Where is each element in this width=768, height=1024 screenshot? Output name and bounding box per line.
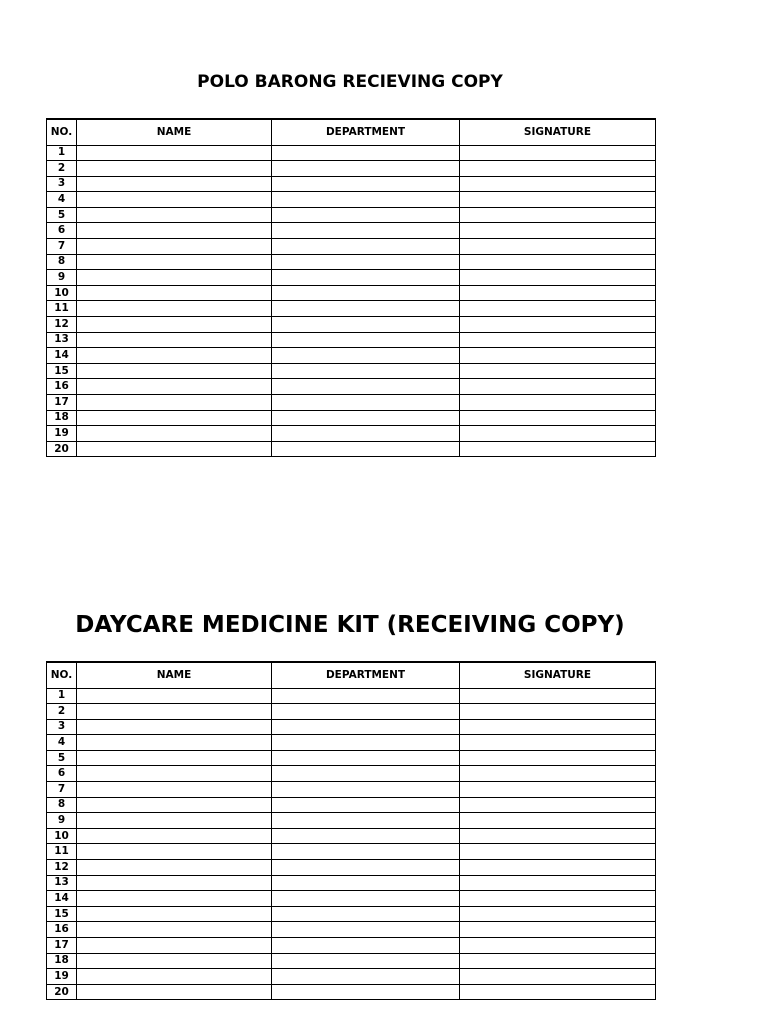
department-cell[interactable] [272, 410, 460, 426]
department-cell[interactable] [272, 161, 460, 177]
name-cell[interactable] [77, 239, 272, 255]
name-cell[interactable] [77, 797, 272, 813]
signature-cell[interactable] [460, 906, 656, 922]
header-department: DEPARTMENT [272, 119, 460, 145]
signature-cell[interactable] [460, 145, 656, 161]
name-cell[interactable] [77, 176, 272, 192]
department-cell[interactable] [272, 363, 460, 379]
signature-cell[interactable] [460, 301, 656, 317]
row-number: 8 [47, 797, 77, 813]
name-cell[interactable] [77, 301, 272, 317]
table-row [47, 984, 656, 1000]
department-cell[interactable] [272, 379, 460, 395]
name-cell[interactable] [77, 332, 272, 348]
row-number: 8 [47, 254, 77, 270]
name-cell[interactable] [77, 192, 272, 208]
row-number: 18 [47, 410, 77, 426]
table-row [47, 813, 656, 829]
signature-cell[interactable] [460, 223, 656, 239]
row-number: 12 [47, 317, 77, 333]
signature-cell[interactable] [460, 176, 656, 192]
signature-cell[interactable] [460, 704, 656, 720]
table-row [47, 719, 656, 735]
table-row [47, 969, 656, 985]
signature-cell[interactable] [460, 782, 656, 798]
row-number: 13 [47, 332, 77, 348]
signature-cell[interactable] [460, 953, 656, 969]
signature-cell[interactable] [460, 254, 656, 270]
receiving-table-polo-barong [46, 118, 656, 457]
signature-cell[interactable] [460, 828, 656, 844]
table-row [47, 285, 656, 301]
table-row [47, 332, 656, 348]
row-number: 10 [47, 828, 77, 844]
table-row [47, 688, 656, 704]
row-number: 10 [47, 285, 77, 301]
name-cell[interactable] [77, 984, 272, 1000]
signature-cell[interactable] [460, 192, 656, 208]
table-row [47, 301, 656, 317]
department-cell[interactable] [272, 441, 460, 457]
department-cell[interactable] [272, 953, 460, 969]
name-cell[interactable] [77, 145, 272, 161]
row-number: 19 [47, 969, 77, 985]
row-number: 2 [47, 704, 77, 720]
signature-cell[interactable] [460, 860, 656, 876]
signature-cell[interactable] [460, 207, 656, 223]
department-cell[interactable] [272, 750, 460, 766]
name-cell[interactable] [77, 441, 272, 457]
table-row [47, 922, 656, 938]
signature-cell[interactable] [460, 317, 656, 333]
department-cell[interactable] [272, 223, 460, 239]
name-cell[interactable] [77, 395, 272, 411]
signature-cell[interactable] [460, 441, 656, 457]
table-row [47, 270, 656, 286]
signature-cell[interactable] [460, 735, 656, 751]
row-number: 11 [47, 844, 77, 860]
department-cell[interactable] [272, 254, 460, 270]
department-cell[interactable] [272, 984, 460, 1000]
row-number: 9 [47, 813, 77, 829]
table-row [47, 766, 656, 782]
signature-cell[interactable] [460, 750, 656, 766]
department-cell[interactable] [272, 860, 460, 876]
name-cell[interactable] [77, 938, 272, 954]
row-number: 4 [47, 192, 77, 208]
name-cell[interactable] [77, 363, 272, 379]
table-row [47, 704, 656, 720]
row-number: 16 [47, 922, 77, 938]
row-number: 1 [47, 145, 77, 161]
table-header-row [47, 119, 656, 145]
department-cell[interactable] [272, 348, 460, 364]
department-cell[interactable] [272, 426, 460, 442]
department-cell[interactable] [272, 969, 460, 985]
row-number: 20 [47, 984, 77, 1000]
table-row [47, 875, 656, 891]
signature-cell[interactable] [460, 332, 656, 348]
row-number: 14 [47, 891, 77, 907]
row-number: 3 [47, 176, 77, 192]
table-row [47, 161, 656, 177]
table-row [47, 145, 656, 161]
table-row [47, 906, 656, 922]
name-cell[interactable] [77, 969, 272, 985]
signature-cell[interactable] [460, 984, 656, 1000]
row-number: 3 [47, 719, 77, 735]
name-cell[interactable] [77, 813, 272, 829]
table-row [47, 828, 656, 844]
name-cell[interactable] [77, 735, 272, 751]
signature-cell[interactable] [460, 426, 656, 442]
row-number: 4 [47, 735, 77, 751]
table-row [47, 348, 656, 364]
table-row [47, 441, 656, 457]
header-no: NO. [47, 662, 77, 688]
table-row [47, 223, 656, 239]
table-row [47, 395, 656, 411]
section-title-polo-barong: POLO BARONG RECIEVING COPY [197, 72, 503, 92]
header-no: NO. [47, 119, 77, 145]
row-number: 5 [47, 750, 77, 766]
table-row [47, 317, 656, 333]
row-number: 5 [47, 207, 77, 223]
name-cell[interactable] [77, 750, 272, 766]
name-cell[interactable] [77, 223, 272, 239]
row-number: 6 [47, 223, 77, 239]
signature-cell[interactable] [460, 766, 656, 782]
name-cell[interactable] [77, 348, 272, 364]
name-cell[interactable] [77, 270, 272, 286]
row-number: 13 [47, 875, 77, 891]
signature-cell[interactable] [460, 348, 656, 364]
name-cell[interactable] [77, 704, 272, 720]
signature-cell[interactable] [460, 363, 656, 379]
table-row [47, 426, 656, 442]
department-cell[interactable] [272, 719, 460, 735]
signature-cell[interactable] [460, 239, 656, 255]
signature-cell[interactable] [460, 891, 656, 907]
name-cell[interactable] [77, 766, 272, 782]
header-signature: SIGNATURE [460, 662, 656, 688]
department-cell[interactable] [272, 938, 460, 954]
department-cell[interactable] [272, 145, 460, 161]
department-cell[interactable] [272, 782, 460, 798]
department-cell[interactable] [272, 239, 460, 255]
table-row [47, 379, 656, 395]
department-cell[interactable] [272, 891, 460, 907]
name-cell[interactable] [77, 782, 272, 798]
row-number: 1 [47, 688, 77, 704]
name-cell[interactable] [77, 285, 272, 301]
table-row [47, 207, 656, 223]
name-cell[interactable] [77, 317, 272, 333]
signature-cell[interactable] [460, 797, 656, 813]
department-cell[interactable] [272, 332, 460, 348]
department-cell[interactable] [272, 797, 460, 813]
signature-cell[interactable] [460, 875, 656, 891]
department-cell[interactable] [272, 922, 460, 938]
department-cell[interactable] [272, 176, 460, 192]
name-cell[interactable] [77, 922, 272, 938]
receiving-table-daycare-medicine-kit [46, 661, 656, 1000]
table-row [47, 410, 656, 426]
row-number: 20 [47, 441, 77, 457]
row-number: 14 [47, 348, 77, 364]
header-signature: SIGNATURE [460, 119, 656, 145]
table-row [47, 844, 656, 860]
signature-cell[interactable] [460, 395, 656, 411]
signature-cell[interactable] [460, 938, 656, 954]
table-row [47, 363, 656, 379]
header-department: DEPARTMENT [272, 662, 460, 688]
signature-cell[interactable] [460, 379, 656, 395]
table-row [47, 953, 656, 969]
row-number: 17 [47, 938, 77, 954]
table-header-row [47, 662, 656, 688]
name-cell[interactable] [77, 844, 272, 860]
table-row [47, 860, 656, 876]
name-cell[interactable] [77, 719, 272, 735]
name-cell[interactable] [77, 906, 272, 922]
name-cell[interactable] [77, 688, 272, 704]
name-cell[interactable] [77, 254, 272, 270]
department-cell[interactable] [272, 207, 460, 223]
name-cell[interactable] [77, 161, 272, 177]
department-cell[interactable] [272, 317, 460, 333]
department-cell[interactable] [272, 813, 460, 829]
department-cell[interactable] [272, 270, 460, 286]
table-row [47, 891, 656, 907]
department-cell[interactable] [272, 906, 460, 922]
name-cell[interactable] [77, 891, 272, 907]
name-cell[interactable] [77, 379, 272, 395]
name-cell[interactable] [77, 410, 272, 426]
row-number: 15 [47, 906, 77, 922]
row-number: 2 [47, 161, 77, 177]
name-cell[interactable] [77, 426, 272, 442]
row-number: 15 [47, 363, 77, 379]
department-cell[interactable] [272, 766, 460, 782]
header-name: NAME [77, 662, 272, 688]
signature-cell[interactable] [460, 161, 656, 177]
department-cell[interactable] [272, 285, 460, 301]
department-cell[interactable] [272, 704, 460, 720]
row-number: 17 [47, 395, 77, 411]
signature-cell[interactable] [460, 719, 656, 735]
name-cell[interactable] [77, 875, 272, 891]
signature-cell[interactable] [460, 813, 656, 829]
signature-cell[interactable] [460, 270, 656, 286]
name-cell[interactable] [77, 860, 272, 876]
signature-cell[interactable] [460, 969, 656, 985]
department-cell[interactable] [272, 688, 460, 704]
row-number: 18 [47, 953, 77, 969]
row-number: 19 [47, 426, 77, 442]
department-cell[interactable] [272, 395, 460, 411]
row-number: 9 [47, 270, 77, 286]
table-row [47, 192, 656, 208]
row-number: 11 [47, 301, 77, 317]
row-number: 12 [47, 860, 77, 876]
table-row [47, 938, 656, 954]
signature-cell[interactable] [460, 285, 656, 301]
table-row [47, 176, 656, 192]
row-number: 7 [47, 782, 77, 798]
department-cell[interactable] [272, 192, 460, 208]
name-cell[interactable] [77, 207, 272, 223]
table-row [47, 782, 656, 798]
section-title-daycare-medicine-kit: DAYCARE MEDICINE KIT (RECEIVING COPY) [75, 612, 625, 638]
name-cell[interactable] [77, 953, 272, 969]
table-row [47, 797, 656, 813]
table-row [47, 239, 656, 255]
name-cell[interactable] [77, 828, 272, 844]
row-number: 7 [47, 239, 77, 255]
signature-cell[interactable] [460, 410, 656, 426]
header-name: NAME [77, 119, 272, 145]
department-cell[interactable] [272, 875, 460, 891]
department-cell[interactable] [272, 301, 460, 317]
signature-cell[interactable] [460, 844, 656, 860]
table-row [47, 735, 656, 751]
table-row [47, 750, 656, 766]
table-row [47, 254, 656, 270]
signature-cell[interactable] [460, 922, 656, 938]
signature-cell[interactable] [460, 688, 656, 704]
row-number: 6 [47, 766, 77, 782]
department-cell[interactable] [272, 735, 460, 751]
department-cell[interactable] [272, 828, 460, 844]
department-cell[interactable] [272, 844, 460, 860]
row-number: 16 [47, 379, 77, 395]
